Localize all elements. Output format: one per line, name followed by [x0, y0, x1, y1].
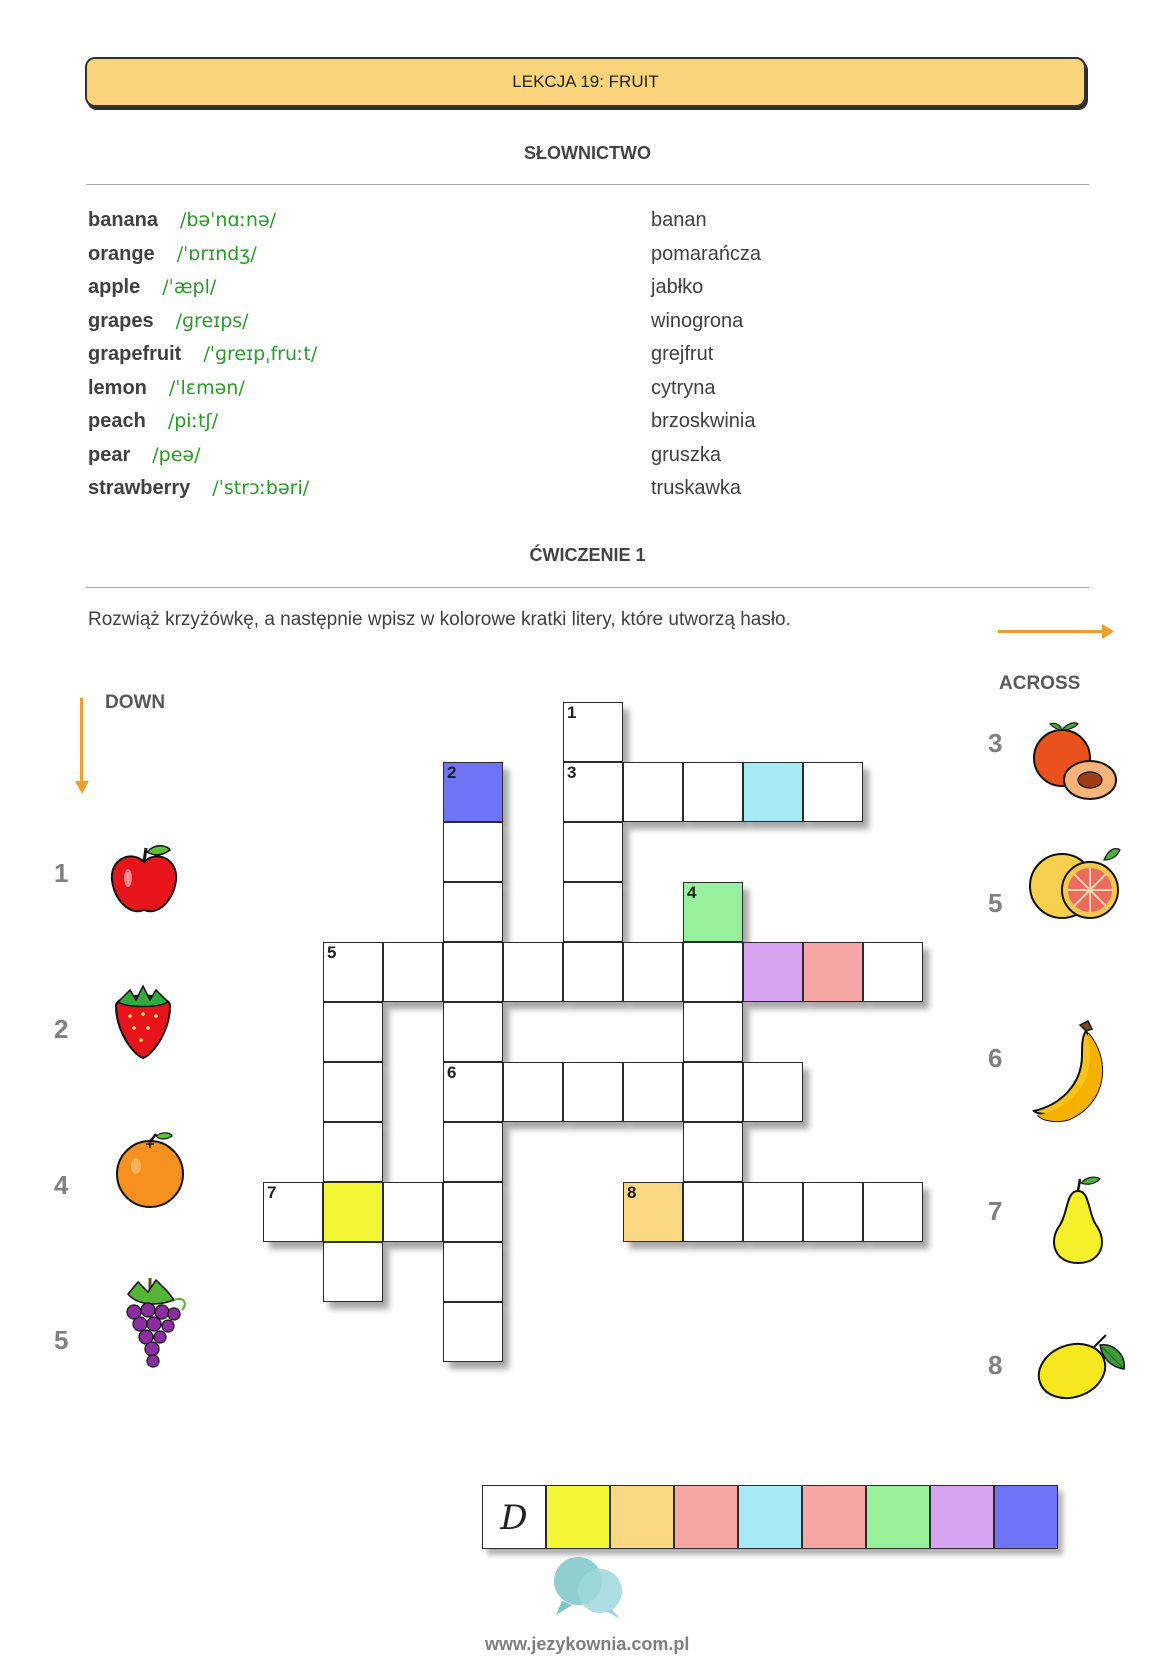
vocab-english: peach	[88, 410, 146, 432]
crossword-cell[interactable]	[623, 762, 683, 822]
password-cell[interactable]	[674, 1485, 738, 1549]
crossword-cell[interactable]	[323, 1122, 383, 1182]
exercise-instructions: Rozwiąż krzyżówkę, a następnie wpisz w kolorowe kratki litery, które utworzą hasło.	[88, 609, 791, 630]
crossword-cell[interactable]	[803, 762, 863, 822]
crossword-cell[interactable]	[683, 1002, 743, 1062]
across-arrowhead-icon	[1102, 624, 1114, 639]
crossword-cell[interactable]	[263, 1182, 323, 1242]
vocab-polish: brzoskwinia	[651, 410, 756, 432]
orange-icon	[110, 1130, 190, 1210]
crossword-cell[interactable]	[323, 1002, 383, 1062]
vocab-english: pear	[88, 444, 131, 466]
crossword-cell[interactable]	[683, 882, 743, 942]
password-cell[interactable]	[546, 1485, 610, 1549]
vocab-polish: banan	[651, 209, 707, 231]
vocab-ipa: /ˈstrɔːbəri/	[212, 477, 310, 499]
crossword-cell-number: 7	[267, 1183, 277, 1202]
exercise-title: ĆWICZENIE 1	[529, 545, 646, 565]
vocab-english: banana	[88, 209, 159, 231]
vocab-row	[88, 406, 1088, 436]
crossword-cell[interactable]	[563, 882, 623, 942]
crossword-cell[interactable]	[443, 1122, 503, 1182]
crossword-cell[interactable]	[443, 1062, 503, 1122]
vocab-polish: gruszka	[651, 444, 722, 466]
vocab-row	[88, 373, 1088, 403]
crossword-cell[interactable]	[503, 942, 563, 1002]
down-clue-number: 5	[54, 1325, 69, 1355]
peach-icon	[1028, 718, 1120, 804]
vocab-row	[88, 339, 1088, 369]
vocabulary-title: SŁOWNICTWO	[524, 143, 651, 163]
across-clue-number: 7	[988, 1196, 1003, 1226]
vocab-row	[88, 306, 1088, 336]
crossword-cell[interactable]	[623, 1182, 683, 1242]
crossword-cell[interactable]	[743, 942, 803, 1002]
vocab-row	[88, 272, 1088, 302]
password-cell[interactable]	[866, 1485, 930, 1549]
password-cell[interactable]	[930, 1485, 994, 1549]
footer-url: www.jezykownia.com.pl	[485, 1634, 690, 1654]
lesson-title: LEKCJA 19: FRUIT	[512, 72, 659, 91]
password-letter: D	[500, 1498, 528, 1538]
vocab-row	[88, 440, 1088, 470]
crossword-cell[interactable]	[863, 942, 923, 1002]
vocab-polish: cytryna	[651, 377, 716, 399]
crossword-cell[interactable]	[683, 1182, 743, 1242]
crossword-cell-number: 3	[567, 763, 577, 782]
crossword-cell[interactable]	[443, 822, 503, 882]
crossword-cell[interactable]	[683, 942, 743, 1002]
across-label: ACROSS	[999, 673, 1081, 694]
crossword-cell-number: 8	[627, 1183, 637, 1202]
crossword-cell[interactable]	[323, 1242, 383, 1302]
password-cell[interactable]	[482, 1485, 546, 1549]
strawberry-icon	[108, 980, 178, 1060]
vocab-polish: jabłko	[651, 276, 704, 298]
vocab-ipa: /ˈɒrɪndʒ/	[176, 243, 257, 265]
crossword-cell[interactable]	[863, 1182, 923, 1242]
crossword-cell[interactable]	[443, 1002, 503, 1062]
crossword-cell[interactable]	[743, 762, 803, 822]
vocab-ipa: /bəˈnɑːnə/	[180, 209, 277, 231]
crossword-cell[interactable]	[323, 1062, 383, 1122]
crossword-cell[interactable]	[563, 702, 623, 762]
crossword-cell[interactable]	[443, 882, 503, 942]
vocab-english: apple	[88, 276, 141, 298]
crossword-cell[interactable]	[443, 1302, 503, 1362]
vocab-row	[88, 473, 1088, 503]
vocab-polish: winogrona	[651, 310, 744, 332]
apple-icon	[104, 840, 184, 920]
down-arrow-icon	[80, 698, 83, 782]
vocab-english: orange	[88, 243, 155, 265]
vocab-ipa: /ˈɡreɪpˌfruːt/	[203, 343, 318, 365]
crossword-cell[interactable]	[803, 942, 863, 1002]
across-clue-number: 8	[988, 1350, 1003, 1380]
crossword-cell[interactable]	[323, 942, 383, 1002]
crossword-cell[interactable]	[503, 1062, 563, 1122]
crossword-cell-number: 6	[447, 1063, 457, 1082]
vocab-english: lemon	[88, 377, 147, 399]
password-cell[interactable]	[994, 1485, 1058, 1549]
password-cell[interactable]	[610, 1485, 674, 1549]
vocab-polish: grejfrut	[651, 343, 714, 365]
vocab-row	[88, 239, 1088, 269]
vocab-english: grapefruit	[88, 343, 182, 365]
down-clue-number: 1	[54, 858, 69, 888]
vocab-ipa: /ˈlɛmən/	[168, 377, 245, 399]
crossword-cell[interactable]	[383, 942, 443, 1002]
vocab-polish: truskawka	[651, 477, 742, 499]
crossword-cell[interactable]	[683, 1062, 743, 1122]
down-clue-number: 2	[54, 1014, 69, 1044]
crossword-cell[interactable]	[443, 1242, 503, 1302]
crossword-cell[interactable]	[383, 1182, 443, 1242]
crossword-cell[interactable]	[443, 942, 503, 1002]
across-clue-number: 5	[988, 888, 1003, 918]
password-cell[interactable]	[738, 1485, 802, 1549]
password-answer-row	[482, 1485, 1058, 1549]
crossword-cell[interactable]	[443, 1182, 503, 1242]
vocab-row	[88, 205, 1088, 235]
crossword-cell[interactable]	[623, 942, 683, 1002]
down-clue-number: 4	[54, 1170, 69, 1200]
vocabulary-divider	[86, 184, 1089, 185]
crossword-cell[interactable]	[743, 1182, 803, 1242]
crossword-cell[interactable]	[623, 1062, 683, 1122]
crossword-cell-number: 1	[567, 703, 577, 722]
pear-icon	[1040, 1175, 1116, 1267]
crossword-cell[interactable]	[563, 1062, 623, 1122]
across-arrow-icon	[998, 630, 1102, 633]
vocab-ipa: /ˈæpl/	[162, 276, 217, 298]
jezykownia-logo-icon	[548, 1553, 634, 1623]
crossword-cell[interactable]	[443, 762, 503, 822]
crossword-cell[interactable]	[563, 762, 623, 822]
banana-icon	[1030, 1015, 1116, 1125]
down-arrowhead-icon	[75, 781, 89, 794]
vocab-english: grapes	[88, 310, 154, 332]
across-clue-number: 6	[988, 1043, 1003, 1073]
crossword-cell[interactable]	[683, 1122, 743, 1182]
password-cell[interactable]	[802, 1485, 866, 1549]
down-label: DOWN	[105, 692, 166, 713]
crossword-cell[interactable]	[323, 1182, 383, 1242]
vocab-ipa: /piːtʃ/	[167, 410, 219, 432]
grapes-icon	[108, 1270, 192, 1370]
grapefruit-icon	[1026, 840, 1122, 930]
crossword-cell[interactable]	[563, 942, 623, 1002]
lesson-title-banner	[85, 57, 1086, 107]
crossword-cell-number: 2	[447, 763, 457, 782]
crossword-cell[interactable]	[743, 1062, 803, 1122]
crossword-cell-number: 4	[687, 883, 697, 902]
vocab-ipa: /peə/	[152, 444, 201, 466]
vocab-ipa: /ɡreɪps/	[175, 310, 249, 332]
vocab-polish: pomarańcza	[651, 243, 762, 265]
across-clue-number: 3	[988, 728, 1003, 758]
crossword-cell[interactable]	[683, 762, 743, 822]
crossword-cell[interactable]	[563, 822, 623, 882]
exercise-divider	[86, 587, 1089, 588]
lemon-icon	[1034, 1325, 1130, 1405]
vocab-english: strawberry	[88, 477, 191, 499]
crossword-cell-number: 5	[327, 943, 337, 962]
crossword-cell[interactable]	[803, 1182, 863, 1242]
